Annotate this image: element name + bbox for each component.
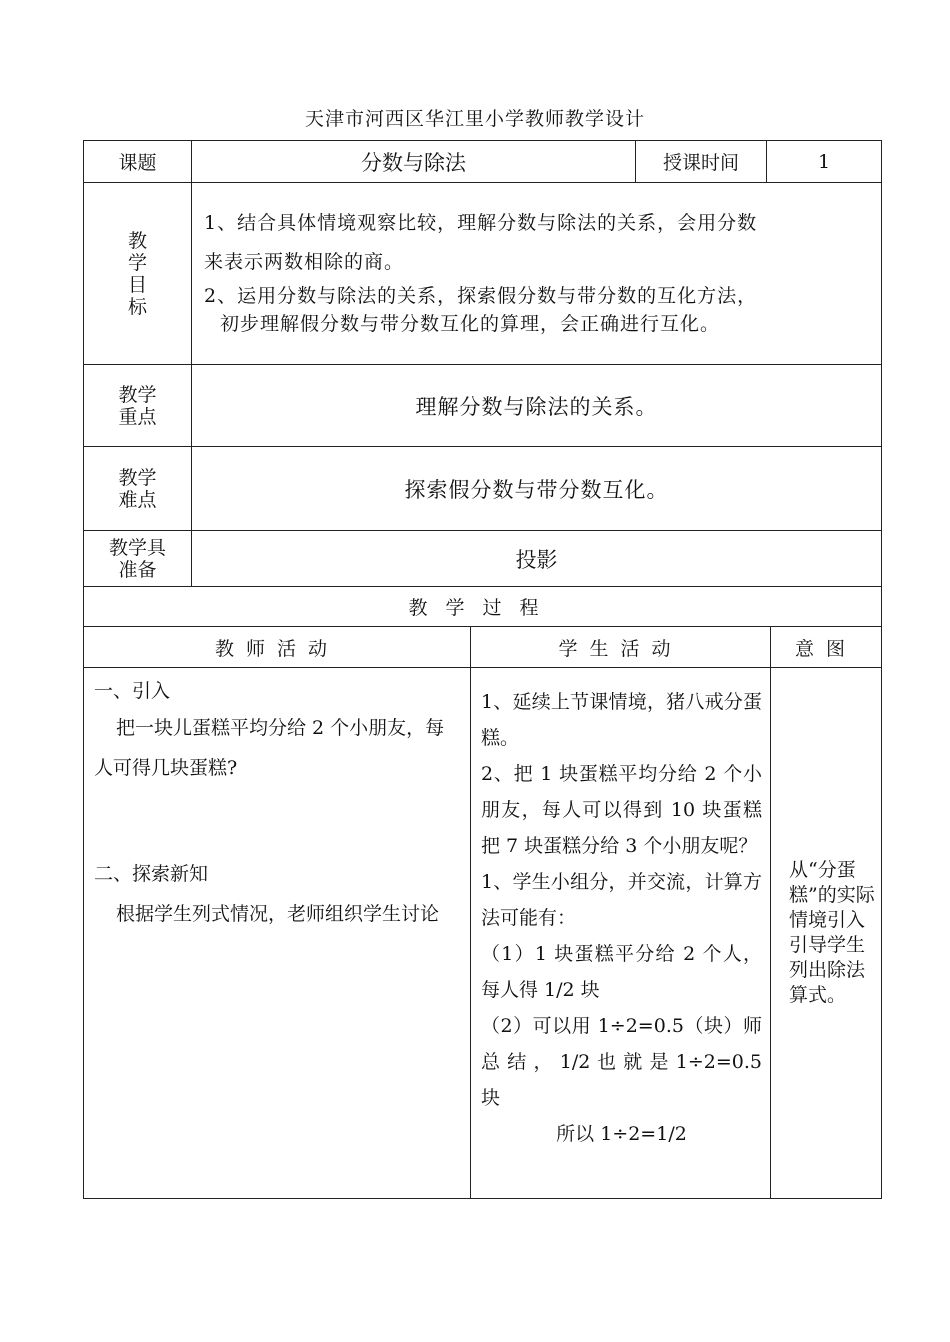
student-item-1: 1、延续上节课情境，猪八戒分蛋糕。 [481, 691, 762, 749]
teacher-activity-header: 教师活动 [84, 627, 471, 668]
key-point-row [84, 365, 882, 447]
student-item-5: （2）可以用 1÷2=0.5（块）师 总 结 ， 1/2 也 就 是 1÷2=0.5 块 [481, 1015, 762, 1109]
topic-label: 课题 [84, 141, 192, 183]
difficulty-row [84, 447, 882, 531]
preparation-row [84, 531, 882, 587]
process-body-row [84, 668, 882, 1199]
teacher-intro-text: 把一块儿蛋糕平均分给 2 个小朋友，每人可得几块蛋糕? [94, 717, 445, 779]
time-label: 授课时间 [636, 141, 767, 183]
teacher-explore-text: 根据学生列式情况，老师组织学生讨论 [116, 903, 440, 925]
page-title: 天津市河西区华江里小学教师教学设计 [304, 108, 645, 130]
preparation-value: 投影 [192, 531, 882, 587]
preparation-label: 教学具 准备 [84, 531, 192, 587]
intent-cell: 从“分蛋糕”的实际情境引入引导学生列出除法算式。 [771, 668, 882, 1199]
key-point-value: 理解分数与除法的关系。 [192, 365, 882, 447]
student-item-6: 所以 1÷2=1/2 [556, 1123, 687, 1145]
key-point-label: 教学 重点 [84, 365, 192, 447]
topic-row [84, 141, 882, 183]
process-table [83, 626, 882, 1199]
teacher-activity-cell [84, 668, 471, 1199]
objectives-row [84, 183, 882, 365]
process-title: 教学过程 [84, 587, 882, 627]
topic-value: 分数与除法 [192, 141, 636, 183]
difficulty-value: 探索假分数与带分数互化。 [192, 447, 882, 531]
time-value: 1 [767, 141, 882, 183]
objectives-text: 1、结合具体情境观察比较，理解分数与除法的关系，会用分数 来表示两数相除的商。 2、运用分数与除法的关系，探索假分数与带分数的互化方法， 初步理解假分数与带分数互化的算理，会正确进行互化。 [192, 183, 882, 365]
student-activity-cell [471, 668, 771, 1199]
student-item-2: 2、把 1 块蛋糕平均分给 2 个小朋友，每人可以得到 10 块蛋糕把 7 块蛋糕分给 3 个小朋友呢？ [481, 763, 762, 857]
teacher-heading-explore: 二、探索新知 [94, 863, 209, 885]
objectives-label: 教 学 目 标 [84, 183, 192, 365]
lesson-plan-table [83, 140, 882, 627]
teacher-heading-intro: 一、引入 [94, 680, 171, 702]
process-title-row [84, 587, 882, 627]
student-item-4: （1）1 块蛋糕平分给 2 个人，每人得 1/2 块 [481, 943, 762, 1001]
intent-header: 意图 [771, 627, 882, 668]
process-header-row [84, 627, 882, 668]
student-item-3: 1、学生小组分，并交流，计算方法可能有： [481, 871, 762, 929]
difficulty-label: 教学 难点 [84, 447, 192, 531]
student-activity-header: 学生活动 [471, 627, 771, 668]
